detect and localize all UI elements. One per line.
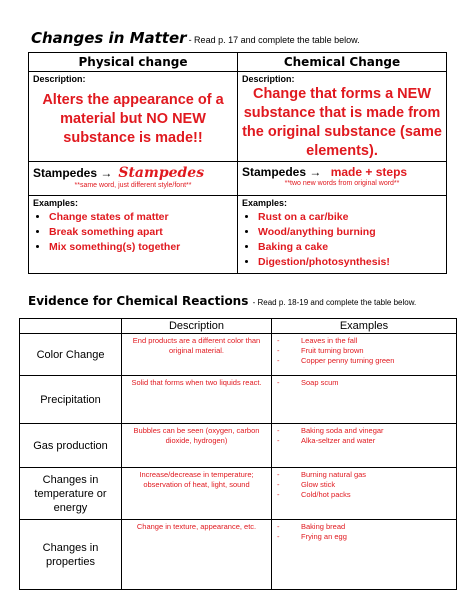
evidence-table xyxy=(19,318,457,590)
chemical-examples-cell xyxy=(238,196,447,274)
examples-column-header: Examples xyxy=(272,319,457,334)
physical-description-cell xyxy=(29,72,238,162)
row-examples xyxy=(272,424,457,468)
description-column-header: Description xyxy=(122,319,272,334)
table-row xyxy=(20,376,457,424)
row-description: Bubbles can be seen (oxygen, carbon dioxide, hydrogen) xyxy=(122,424,272,468)
description-label: Description: xyxy=(242,74,295,84)
row-description: End products are a different color than original material. xyxy=(122,334,272,376)
list-item: • Change states of matter xyxy=(49,210,233,225)
stampedes-label: Stampedes → xyxy=(242,165,322,179)
table-row xyxy=(20,520,457,590)
table-row xyxy=(20,424,457,468)
physical-change-header: Physical change xyxy=(29,53,238,72)
list-item: • Digestion/photosynthesis! xyxy=(258,255,442,270)
physical-stampedes xyxy=(33,165,233,181)
section1-title xyxy=(31,29,360,47)
changes-in-matter-table xyxy=(28,52,447,274)
examples-label: Examples: xyxy=(242,198,288,208)
physical-stampedes-cell xyxy=(29,162,238,196)
row-examples xyxy=(272,334,457,376)
row-examples xyxy=(272,520,457,590)
chemical-stampedes xyxy=(242,165,442,179)
list-item: - Fruit turning brown xyxy=(275,346,453,356)
description-label: Description: xyxy=(33,74,86,84)
list-item: - Burning natural gas xyxy=(275,470,453,480)
empty-header-cell xyxy=(20,319,122,334)
section2-instructions: - Read p. 18-19 and complete the table below. xyxy=(250,298,417,307)
examples-list xyxy=(275,336,453,366)
stampedes-fancy: Stampedes xyxy=(118,165,205,181)
section2-title-text: Evidence for Chemical Reactions xyxy=(28,294,249,308)
table-row xyxy=(20,334,457,376)
list-item: - Baking bread xyxy=(275,522,453,532)
physical-examples-list xyxy=(33,210,233,255)
chemical-stampedes-cell xyxy=(238,162,447,196)
examples-label: Examples: xyxy=(33,198,79,208)
row-label: Gas production xyxy=(20,424,122,468)
list-item: • Wood/anything burning xyxy=(258,225,442,240)
section2-title xyxy=(28,294,416,308)
list-item: - Frying an egg xyxy=(275,532,453,542)
chemical-note: **two new words from original word** xyxy=(284,180,400,187)
chemical-description: Change that forms a NEW substance that is made from the original substance (same elements). xyxy=(242,86,442,159)
list-item: - Leaves in the fall xyxy=(275,336,453,346)
list-item: - Soap scum xyxy=(275,378,453,388)
row-examples xyxy=(272,468,457,520)
examples-list xyxy=(275,470,453,500)
row-description: Change in texture, appearance, etc. xyxy=(122,520,272,590)
section1-instructions: - Read p. 17 and complete the table below. xyxy=(188,35,360,45)
row-label: Changes in temperature or energy xyxy=(20,468,122,520)
list-item: - Alka-seltzer and water xyxy=(275,436,453,446)
row-description: Solid that forms when two liquids react. xyxy=(122,376,272,424)
list-item: - Glow stick xyxy=(275,480,453,490)
examples-list xyxy=(275,522,453,542)
row-examples xyxy=(272,376,457,424)
physical-note: **same word, just different style/font** xyxy=(74,182,192,189)
list-item: • Rust on a car/bike xyxy=(258,210,442,225)
chemical-change-header: Chemical Change xyxy=(238,53,447,72)
stampedes-label: Stampedes → xyxy=(33,166,113,180)
examples-list xyxy=(275,378,453,388)
row-label: Precipitation xyxy=(20,376,122,424)
row-label: Changes in properties xyxy=(20,520,122,590)
physical-description: Alters the appearance of a material but NO NEW substance is made!! xyxy=(42,92,224,146)
section1-title-text: Changes in Matter xyxy=(31,29,187,47)
row-description: Increase/decrease in temperature; observation of heat, light, sound xyxy=(122,468,272,520)
chemical-examples-list xyxy=(242,210,442,270)
list-item: • Break something apart xyxy=(49,225,233,240)
chemical-description-cell xyxy=(238,72,447,162)
list-item: • Mix something(s) together xyxy=(49,240,233,255)
list-item: - Baking soda and vinegar xyxy=(275,426,453,436)
examples-list xyxy=(275,426,453,446)
table-row xyxy=(20,468,457,520)
list-item: • Baking a cake xyxy=(258,240,442,255)
stampedes-made-steps: made + steps xyxy=(330,165,408,179)
physical-examples-cell xyxy=(29,196,238,274)
list-item: - Cold/hot packs xyxy=(275,490,453,500)
row-label: Color Change xyxy=(20,334,122,376)
list-item: - Copper penny turning green xyxy=(275,356,453,366)
